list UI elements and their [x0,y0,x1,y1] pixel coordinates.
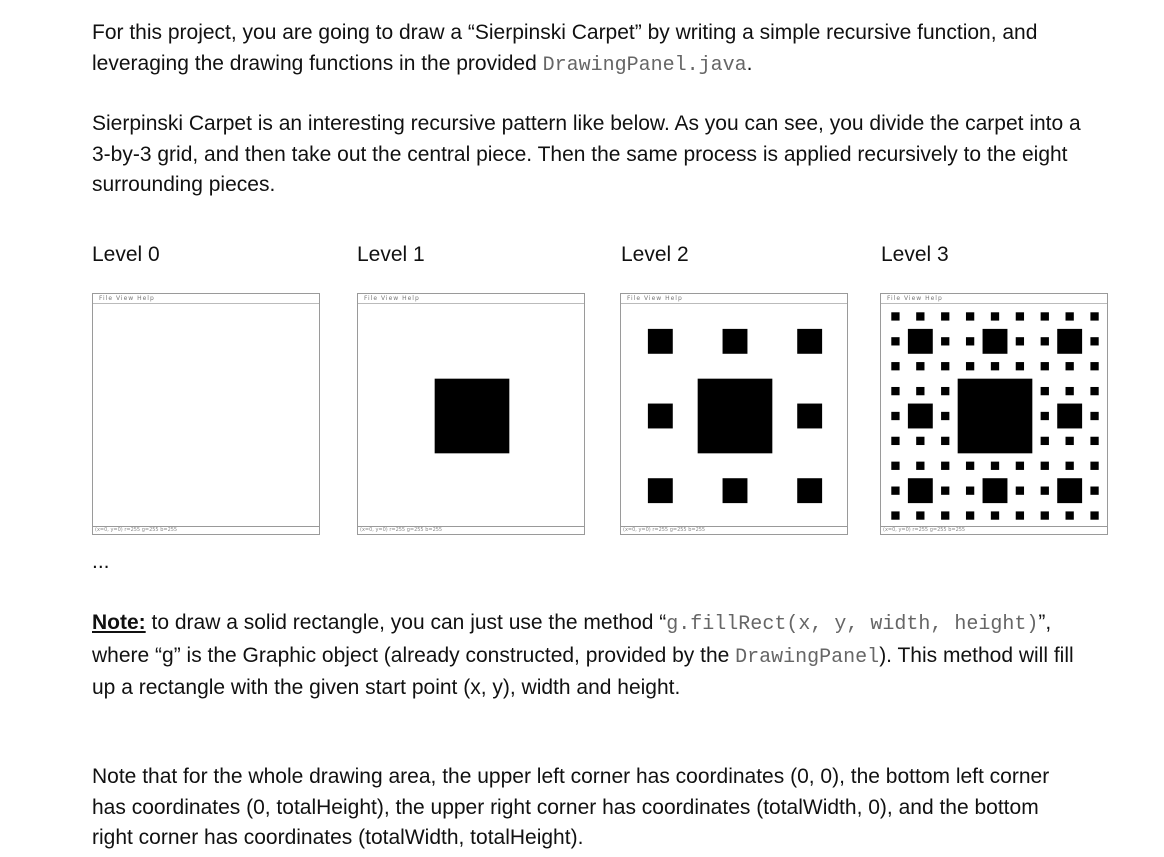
carpet-square [908,478,933,503]
carpet-square [723,478,748,503]
level-3-window [880,293,1108,535]
level-1-window [357,293,585,535]
carpet-square [891,312,899,320]
intro-text-1: For this project, you are going to draw a “Sierpinski Carpet” by writing a simple recursive function, and leveraging the drawing functions in the provided [92,21,1038,75]
level-2-carpet [621,304,848,528]
level-0-label: Level 0 [92,243,160,266]
window-status-bar: (x=0, y=0) r=255 g=255 b=255 [881,526,1107,534]
note-paragraph [92,608,1082,704]
carpet-square [1066,511,1074,519]
carpet-square [891,487,899,495]
carpet-square [1066,312,1074,320]
note-text-3: ). This method will fill up a rectangle with the given start point (x, y), width and height. [92,643,1074,699]
window-menu-bar: File View Help [621,294,847,304]
carpet-square [916,312,924,320]
window-status-bar: (x=0, y=0) r=255 g=255 b=255 [621,526,847,534]
carpet-square [991,462,999,470]
note-text-1: to draw a solid rectangle, you can just use the method “ [145,611,667,634]
description-paragraph: Sierpinski Carpet is an interesting recursive pattern like below. As you can see, you divide the carpet into a 3-by-3 grid, and then take out the central piece. Then the same process is applied recursively to the eight surrounding pieces. [92,112,1081,196]
carpet-square [797,404,822,429]
window-status-bar: (x=0, y=0) r=255 g=255 b=255 [93,526,319,534]
carpet-square [1090,412,1098,420]
carpet-square [891,437,899,445]
level-1-label: Level 1 [357,243,425,266]
carpet-square [1090,487,1098,495]
window-menu-bar: File View Help [881,294,1107,304]
carpet-square [983,478,1008,503]
carpet-square [1016,312,1024,320]
carpet-square [797,478,822,503]
carpet-square [916,387,924,395]
carpet-square [1066,362,1074,370]
carpet-square [1090,362,1098,370]
carpet-square [1057,404,1082,429]
level-0-carpet [93,304,320,528]
carpet-square [966,462,974,470]
carpet-square [1041,337,1049,345]
carpet-square [966,312,974,320]
carpet-square [1016,487,1024,495]
carpet-square [966,362,974,370]
carpet-square [1066,462,1074,470]
carpet-square [1016,462,1024,470]
carpet-square [916,362,924,370]
carpet-square [991,312,999,320]
carpet-square [941,487,949,495]
intro-code: DrawingPanel.java [542,53,747,77]
carpet-square [1090,437,1098,445]
carpet-square [958,379,1033,454]
carpet-square [1090,387,1098,395]
carpet-square [1057,478,1082,503]
carpet-square [1041,412,1049,420]
carpet-square [1041,387,1049,395]
carpet-square [941,362,949,370]
carpet-square [941,462,949,470]
carpet-square [983,329,1008,354]
carpet-square [1041,462,1049,470]
carpet-square [991,511,999,519]
carpet-square [966,337,974,345]
carpet-square [648,329,673,354]
note-code-drawingpanel: DrawingPanel [735,645,880,669]
carpet-square [941,337,949,345]
window-menu-bar: File View Help [358,294,584,304]
level-3-label: Level 3 [881,243,949,266]
note-label: Note: [92,611,146,634]
carpet-square [941,312,949,320]
carpet-square [1041,362,1049,370]
carpet-square [1041,487,1049,495]
intro-text-2: . [746,51,753,75]
carpet-square [1090,511,1098,519]
carpet-square [1066,437,1074,445]
carpet-square [891,412,899,420]
carpet-square [941,387,949,395]
carpet-square [908,404,933,429]
ellipsis: ... [92,550,110,573]
level-3-carpet [881,304,1108,528]
carpet-square [435,379,510,454]
level-0-window [92,293,320,535]
intro-paragraph [92,18,1092,81]
carpet-square [1090,462,1098,470]
coordinates-paragraph: Note that for the whole drawing area, the upper left corner has coordinates (0, 0), the bottom left corner has coordinates (0, totalHeight), the upper right corner has coordinates (totalWidth, 0), and the bottom right corner has coordinates (totalWidth, totalHeight). [92,765,1050,849]
carpet-square [648,404,673,429]
carpet-square [1041,511,1049,519]
carpet-square [1041,437,1049,445]
carpet-square [941,437,949,445]
carpet-square [1066,387,1074,395]
carpet-square [1016,337,1024,345]
carpet-square [1016,511,1024,519]
carpet-square [941,511,949,519]
carpet-square [1090,312,1098,320]
carpet-square [891,462,899,470]
carpet-square [891,362,899,370]
carpet-square [916,462,924,470]
carpet-square [1057,329,1082,354]
carpet-square [966,487,974,495]
carpet-square [966,511,974,519]
carpet-square [698,379,773,454]
window-status-bar: (x=0, y=0) r=255 g=255 b=255 [358,526,584,534]
carpet-square [891,337,899,345]
note-text-2: ”, where “g” is the Graphic object (already constructed, provided by the [92,611,1052,667]
carpet-square [916,437,924,445]
carpet-square [648,478,673,503]
carpet-square [891,387,899,395]
carpet-square [723,329,748,354]
carpet-square [916,511,924,519]
carpet-square [797,329,822,354]
level-2-label: Level 2 [621,243,689,266]
level-2-window [620,293,848,535]
carpet-square [941,412,949,420]
carpet-square [1041,312,1049,320]
carpet-square [891,511,899,519]
level-1-carpet [358,304,585,528]
carpet-square [1016,362,1024,370]
carpet-square [908,329,933,354]
window-menu-bar: File View Help [93,294,319,304]
carpet-square [1090,337,1098,345]
note-code-fillrect: g.fillRect(x, y, width, height) [666,613,1039,636]
carpet-square [991,362,999,370]
